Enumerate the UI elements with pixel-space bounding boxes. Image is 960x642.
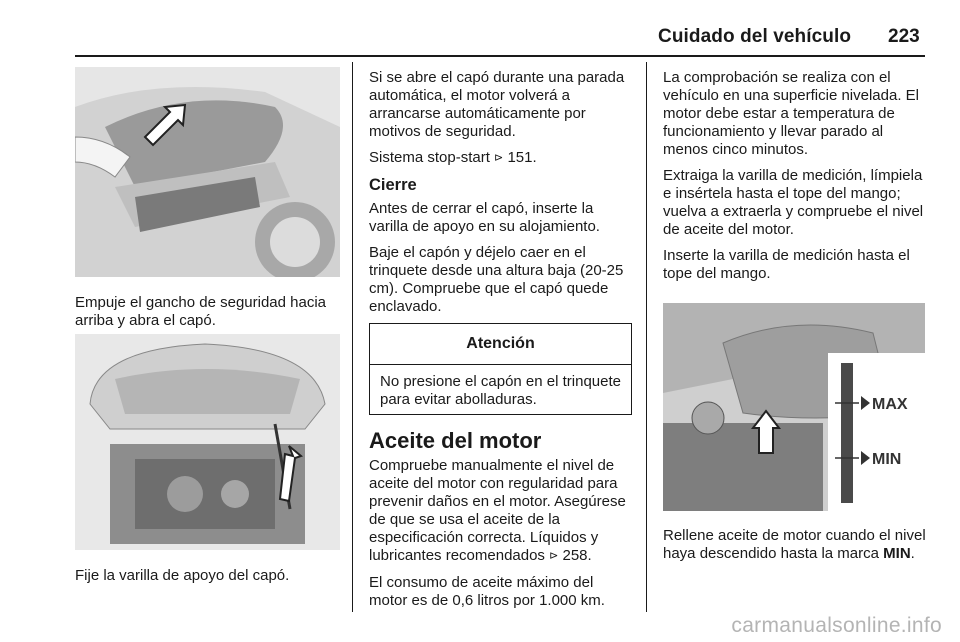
- column-3-text: [663, 69, 928, 291]
- paragraph-dipstick-procedure: Extraiga la varilla de medición, límpiela e insértela hasta el tope del mango; vuelva a extraerla y compruebe el nivel de aceite del motor.: [663, 167, 924, 238]
- refill-text: Rellene aceite de motor cuando el nivel haya descendido hasta la marca: [663, 527, 926, 562]
- dipstick-max-label: MAX: [872, 396, 908, 413]
- lubricants-page-ref[interactable]: 258.: [562, 547, 592, 564]
- column-2-oil-text: [369, 457, 634, 618]
- column-divider-2: [646, 62, 647, 612]
- stop-start-page-ref[interactable]: 151.: [507, 149, 537, 166]
- header-rule: [75, 55, 925, 57]
- paragraph-auto-restart: Si se abre el capó durante una parada automática, el motor volverá a arrancarse automáticamente por motivos de seguridad.: [369, 69, 625, 140]
- page-number: 223: [888, 26, 920, 47]
- column-2-text: [369, 69, 634, 324]
- section-title-oil: Aceite del motor: [369, 428, 542, 453]
- figure-dipstick: [663, 303, 925, 511]
- paragraph-oil-consumption: El consumo de aceite máximo del motor es de 0,6 litros por 1.000 km.: [369, 574, 605, 609]
- hood-prop-illustration: [75, 334, 340, 550]
- figure-hood-latch: [75, 67, 340, 277]
- column-divider-1: [352, 62, 353, 612]
- page-reference-icon: ⊳: [494, 152, 504, 164]
- notice-title: Atención: [370, 324, 631, 365]
- refill-end: .: [910, 545, 915, 562]
- notice-body: No presione el capón en el trinquete para evitar abolladuras.: [380, 373, 621, 408]
- refill-min-mark: MIN: [883, 545, 911, 562]
- column-3-refill-text: [663, 527, 928, 571]
- notice-box: [369, 323, 632, 415]
- hood-latch-illustration: [75, 67, 340, 277]
- page-header-title: Cuidado del vehículo: [658, 26, 852, 47]
- paragraph-refill: [663, 527, 928, 563]
- paragraph-lower-hood: Baje el capón y déjelo caer en el trinquete desde una altura baja (20-25 cm). Compruebe que el capó quede enclavado.: [369, 244, 624, 315]
- paragraph-insert-rod: Antes de cerrar el capó, inserte la varilla de apoyo en su alojamiento.: [369, 200, 600, 235]
- check-oil-text: Compruebe manualmente el nivel de aceite del motor con regularidad para prevenir daños en el motor. Asegúrese de que se usa el aceite de la especificación correcta. Líquidos y lubricantes recomendados: [369, 457, 626, 564]
- caption-hood-latch: Empuje el gancho de seguridad hacia arriba y abra el capó.: [75, 294, 327, 329]
- paragraph-check-conditions: La comprobación se realiza con el vehículo en una superficie nivelada. El motor debe estar a temperatura de funcionamiento y llevar parado al menos cinco minutos.: [663, 69, 919, 158]
- paragraph-stop-start-ref: [369, 149, 634, 168]
- subheading-cierre: Cierre: [369, 176, 417, 194]
- paragraph-check-oil: [369, 457, 634, 566]
- figure-hood-prop: [75, 334, 340, 550]
- caption-hood-prop: Fije la varilla de apoyo del capó.: [75, 567, 290, 584]
- dipstick-min-label: MIN: [872, 451, 902, 468]
- watermark: carmanualsonline.info: [731, 614, 942, 637]
- stop-start-text: Sistema stop-start: [369, 149, 490, 166]
- paragraph-insert-dipstick: Inserte la varilla de medición hasta el tope del mango.: [663, 247, 910, 282]
- page-reference-icon: ⊳: [549, 550, 559, 562]
- dipstick-illustration: [663, 303, 925, 511]
